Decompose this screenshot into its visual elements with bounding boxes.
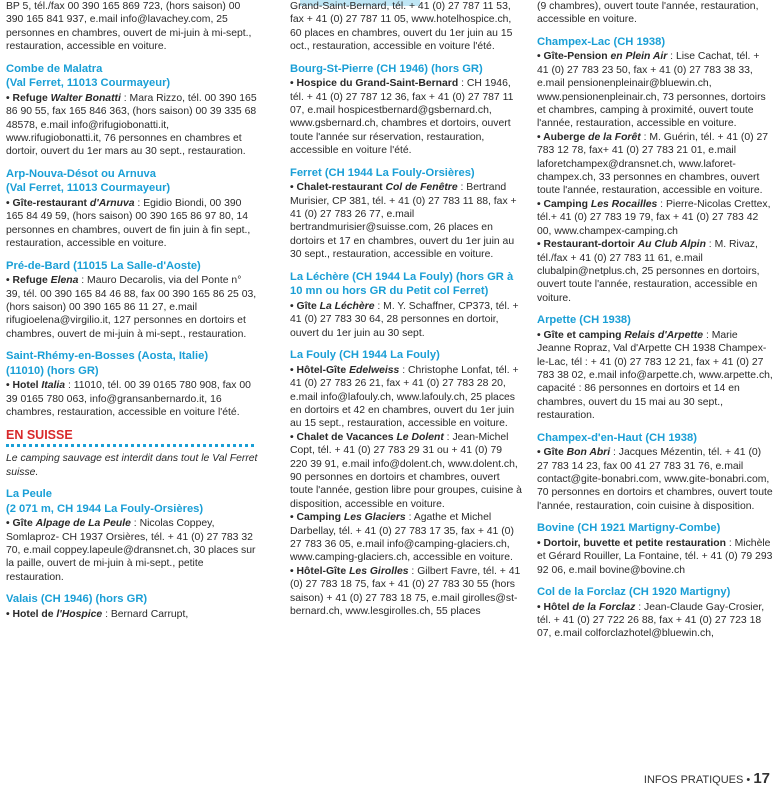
page-footer xyxy=(644,770,770,787)
section-heading: Col de la Forclaz (CH 1920 Martigny) xyxy=(537,586,731,598)
section-heading: Bourg-St-Pierre (CH 1946) (hors GR) xyxy=(290,62,483,75)
section-champex-lac xyxy=(537,36,773,305)
entry-type: • Chalet-restaurant xyxy=(290,182,386,194)
entry-details: : Mara Rizzo, tél. 00 390 165 86 90 55, fax 165 846 363, (hors saison) 00 39 335 68 48578, e.mail info@rifugiobonatti.it, www.rifugiobonatti.it, 76 personnes en chambres et dortoir, ouvert du 1er mars au 30 sept., restauration. xyxy=(6,92,257,158)
entry xyxy=(6,608,258,621)
entry-type: • Hôtel xyxy=(537,601,573,613)
en-suisse-heading: EN SUISSE xyxy=(6,427,73,442)
camping-note: Le camping sauvage est interdit dans tout le Val Ferret suisse. xyxy=(6,453,258,478)
entry-type: • Auberge xyxy=(537,131,589,143)
entry-name: de la Forêt xyxy=(588,131,641,143)
entry-name: Les Rocailles xyxy=(590,198,658,210)
entry-details: : Gilbert Favre, tél. + 41 (0) 27 783 18 75, fax + 41 (0) 27 783 30 55 (hors saison) + 41 (0) 27 783 18 75, e.mail girolles@st-bernard.ch, www.lesgirolles.ch, 55 places xyxy=(290,565,521,617)
entry-type: • Hotel xyxy=(6,380,42,392)
column-3 xyxy=(537,0,773,650)
entry xyxy=(537,131,773,198)
section-saint-rhemy xyxy=(6,350,258,419)
entry xyxy=(6,197,258,251)
entry-details: : Christophe Lonfat, tél. + 41 (0) 27 783 26 21, fax + 41 (0) 27 783 28 20, e.mail info@lafouly.ch, www.lafouly.ch, 25 places en dortoirs et 42 en chambres, ouvert du 1er juin au 15 sept., restauration, accessible en voiture. xyxy=(290,364,519,430)
entry-type: • Hôtel-Gîte xyxy=(290,565,350,577)
intro-text xyxy=(537,0,773,27)
entry-name: Edelweiss xyxy=(349,364,400,376)
entry-name: Alpage de La Peule xyxy=(35,518,131,530)
entry-type: • Gîte xyxy=(537,447,567,459)
entry-details: : Bernard Carrupt, xyxy=(102,608,189,620)
entry xyxy=(6,274,258,341)
intro-text xyxy=(6,0,258,54)
entry-type: • Refuge xyxy=(6,92,51,104)
entry-type: • Gîte xyxy=(290,300,320,312)
entry-details: : 11010, tél. 00 39 0165 780 908, fax 00 39 0165 780 063, info@gransanbernardo.it, 16 chambres, restauration, accessible en voiture l'été. xyxy=(6,380,251,419)
page-number: 17 xyxy=(753,770,770,787)
column-2 xyxy=(290,0,522,627)
section-heading: Champex-d'en-Haut (CH 1938) xyxy=(537,431,697,444)
entry-details: : Mauro Decarolis, via del Ponte n° 39, tél. 00 390 165 84 46 88, fax 00 390 165 86 25 03, (hors saison) 00 390 165 86 11 27, e.mail rifugioelena@virgilio.it, 127 personnes en dortoirs et chambres, ouvert de mi-juin à mi-sept., restauration. xyxy=(6,275,257,340)
entry-name: Au Club Alpin xyxy=(637,239,706,251)
entry-name: de la Forclaz xyxy=(572,601,636,613)
section-subheading: 10 mn ou hors GR du Petit col Ferret) xyxy=(290,285,489,298)
entry-details: : Jacques Mézentin, tél. + 41 (0) 27 783 14 23, fax 00 41 27 783 31 76, e.mail contact@gite-bonabri.com, www.gite-bonabri.com, 70 personnes en dortoirs et chambres, ouvert toute l'année, restauration, coin cuisine à disposition. xyxy=(537,447,773,512)
entry xyxy=(290,511,522,565)
section-subheading: (Val Ferret, 11013 Courmayeur) xyxy=(6,77,171,90)
entry xyxy=(537,238,773,305)
section-heading: Combe de Malatra xyxy=(6,62,103,75)
section-arp xyxy=(6,168,258,251)
entry xyxy=(537,537,773,577)
dotted-divider xyxy=(6,444,254,447)
footer-label: INFOS PRATIQUES • xyxy=(643,774,751,786)
entry-type: • Gîte-restaurant xyxy=(6,198,90,210)
entry-name: Les Glaciers xyxy=(343,512,406,524)
entry xyxy=(290,77,522,157)
entry-type: • Camping xyxy=(290,512,344,524)
intro-paragraph: Grand-Saint-Bernard, tél. + 41 (0) 27 787 11 53, fax + 41 (0) 27 787 11 05, www.hotelhospice.ch, 60 places en chambres, ouvert du 1er juin au 15 oct., restauration, accessible en voiture l'été. xyxy=(290,1,513,53)
section-la-fouly xyxy=(290,349,522,618)
entry-details: : Jean-Claude Gay-Crosier, tél. + 41 (0) 27 722 26 88, fax + 41 (0) 27 723 18 07, e.mail colforclazhotel@bluewin.ch, xyxy=(537,601,765,640)
section-heading: La Fouly (CH 1944 La Fouly) xyxy=(290,349,440,362)
column-1 xyxy=(6,0,258,630)
entry xyxy=(537,198,773,238)
section-pre-de-bard xyxy=(6,260,258,342)
entry xyxy=(290,431,522,511)
section-la-peule xyxy=(6,488,258,584)
section-subheading: (11010) (hors GR) xyxy=(6,364,99,377)
entry-name: Elena xyxy=(50,275,79,287)
entry xyxy=(6,379,258,419)
entry-type: • Dortoir, buvette et petite restauration xyxy=(537,537,726,549)
entry-details: : M. Y. Schaffner, CP373, tél. + 41 (0) 27 783 30 64, 28 personnes en dortoir, ouvert du 1er juin au 30 sept. xyxy=(290,300,519,339)
entry-details: : Bertrand Murisier, CP 381, tél. + 41 (0) 27 783 11 88, fax + 41 (0) 27 783 26 77, e.mail bertrandmurisier@suisse.com, 26 places en dortoirs et 17 en chambres, ouvert du 1er juin au 30 sept., restauration, accessible en voiture. xyxy=(290,182,517,261)
entry xyxy=(537,446,773,513)
entry-details: : Egidio Biondi, 00 390 165 84 49 59, (hors saison) 00 390 165 86 97 80, 14 personnes en chambres, ouvert de fin juin à fin sept., restauration, accessible en voiture. xyxy=(6,198,251,250)
entry-name: Walter Bonatti xyxy=(50,92,121,104)
entry-type: • Gîte xyxy=(6,518,36,530)
section-la-lechere xyxy=(290,271,522,340)
entry-type: • Gîte-Pension xyxy=(537,51,611,63)
entry-name: Col de Fenêtre xyxy=(385,182,458,194)
entry-type: • Refuge xyxy=(6,275,51,287)
entry-details: : Pierre-Nicolas Crettex, tél.+ 41 (0) 27 783 19 79, fax + 41 (0) 27 783 42 00, www.champex-camping.ch xyxy=(537,198,771,237)
entry-details: : CH 1946, tél. + 41 (0) 27 787 12 36, fax + 41 (0) 27 787 11 07, e.mail hospicestbernard@gsbernard.ch, www.gsbernard.ch, chambres et dortoirs, ouvert toute l'année sur réservation, restauration, accessible en voiture l'été. xyxy=(290,78,514,157)
entry-name: Relais d'Arpette xyxy=(624,329,704,341)
entry-type: • Chalet de Vacances xyxy=(290,431,397,443)
entry-type: • Restaurant-dortoir xyxy=(537,239,638,251)
entry-type: • Camping xyxy=(537,198,591,210)
section-heading: Saint-Rhémy-en-Bosses (Aosta, Italie) xyxy=(6,350,209,363)
section-heading: Champex-Lac (CH 1938) xyxy=(537,35,666,48)
entry-name: Bon Abri xyxy=(566,447,611,459)
intro-paragraph: BP 5, tél./fax 00 390 165 869 723, (hors saison) 00 390 165 841 937, e.mail info@lavachey.com, 25 personnes en chambres, ouvert de mi-juin à mi-sept., restauration, accessible en voiture. xyxy=(6,1,252,53)
section-heading: La Léchère (CH 1944 La Fouly) (hors GR à xyxy=(290,270,514,283)
entry-name: Le Dolent xyxy=(396,431,444,443)
section-malatra xyxy=(6,63,258,159)
section-bovine xyxy=(537,522,773,577)
entry xyxy=(6,517,258,584)
entry-details: : Agathe et Michel Darbellay, tél. + 41 (0) 27 783 17 35, fax + 41 (0) 27 783 36 05, e.mail info@camping-glaciers.ch, www.camping-glaciers.ch, accessible en voiture. xyxy=(290,512,514,564)
section-heading: Bovine (CH 1921 Martigny-Combe) xyxy=(537,522,721,535)
section-ferret xyxy=(290,167,522,262)
entry-name: Les Girolles xyxy=(349,565,409,577)
entry-name: Italia xyxy=(41,380,66,392)
section-col-de-la-forclaz xyxy=(537,586,773,641)
entry xyxy=(537,329,773,423)
section-bourg-st-pierre xyxy=(290,63,522,158)
section-heading: Arpette (CH 1938) xyxy=(537,314,631,327)
intro-text xyxy=(290,0,522,54)
section-heading: Valais (CH 1946) (hors GR) xyxy=(6,593,148,606)
section-champex-den-haut xyxy=(537,432,773,514)
entry-type: • Hôtel-Gîte xyxy=(290,364,350,376)
entry-name: d'Arnuva xyxy=(89,198,135,210)
entry-details: : Marie Jeanne Ropraz, Val d'Arpette CH 1938 Champex-le-Lac, tél : + 41 (0) 27 783 12 21, fax + 41 (0) 27 783 38 02, e.mail info@arpette.ch, www.arpette.ch, capacité : 86 personnes en dortoirs et 14 en chambres, ouvert du 15 mai au 30 sept., restauration. xyxy=(537,329,773,422)
section-valais xyxy=(6,593,258,621)
entry xyxy=(290,364,522,431)
section-heading: Pré-de-Bard (11015 La Salle-d'Aoste) xyxy=(6,259,201,272)
section-subheading: (2 071 m, CH 1944 La Fouly-Orsières) xyxy=(6,502,204,515)
entry-details: : Nicolas Coppey, Somlaproz- CH 1937 Orsières, tél. + 41 (0) 27 783 32 70, e.mail coppey.lapeule@dransnet.ch, 30 places sur la paille, ouvert de mi-juin à mi-sept., petite restauration. xyxy=(6,518,256,583)
intro-paragraph: (9 chambres), ouvert toute l'année, restauration, accessible en voiture. xyxy=(537,1,759,26)
section-subheading: (Val Ferret, 11013 Courmayeur) xyxy=(6,182,171,195)
entry xyxy=(290,181,522,261)
entry-type: • Gîte et camping xyxy=(537,329,625,341)
entry-type: • Hospice du Grand-Saint-Bernard xyxy=(290,78,459,90)
entry-details: : Michèle et Gérard Rouiller, La Fontaine, tél. + 41 (0) 79 293 92 06, e.mail bovine@bovine.ch xyxy=(537,537,773,576)
entry-name: La Léchère xyxy=(319,300,375,312)
entry-details: : M. Rivaz, tél./fax + 41 (0) 27 783 11 61, e.mail clubalpin@netplus.ch, 25 personnes en dortoirs, ouvert toute l'année, restauration, accessible en voiture. xyxy=(537,239,760,304)
section-heading: Arp-Nouva-Désot ou Arnuva xyxy=(6,167,157,180)
section-heading: Ferret (CH 1944 La Fouly-Orsières) xyxy=(290,166,475,179)
entry-name: l'Hospice xyxy=(56,608,103,620)
entry xyxy=(290,565,522,619)
section-arpette xyxy=(537,314,773,422)
entry xyxy=(290,300,522,340)
entry-details: : Jean-Michel Copt, tél. + 41 (0) 27 783 29 31 ou + 41 (0) 79 220 39 91, e.mail info@dolent.ch, www.dolent.ch, 90 personnes en dortoirs et chambres, ouvert toute l'année, gestion libre pour groupes, cuisine à disposition, accessible en voiture. xyxy=(290,431,522,510)
entry xyxy=(537,601,773,641)
section-heading: La Peule xyxy=(6,487,53,500)
entry xyxy=(6,92,258,159)
entry-details: : M. Guérin, tél. + 41 (0) 27 783 12 78, fax+ 41 (0) 27 783 21 01, e.mail laforetchampex@dransnet.ch, www.laforet-champex.ch, 33 personnes en chambres, ouvert toute l'année, restauration, accessible en voiture. xyxy=(537,131,769,197)
entry-type: • Hotel de xyxy=(6,608,57,620)
entry-details: : Lise Cachat, tél. + 41 (0) 27 783 23 50, fax + 41 (0) 27 783 38 33, e.mail pensionenpleinair@bluewin.ch, www.pensionenpleinair.ch, 73 personnes, dortoirs et chambres, camping à proximité, ouvert toute l'année, restauration, accessible en voiture. xyxy=(537,51,766,130)
entry xyxy=(537,50,773,130)
entry-name: en Plein Air xyxy=(610,51,668,63)
